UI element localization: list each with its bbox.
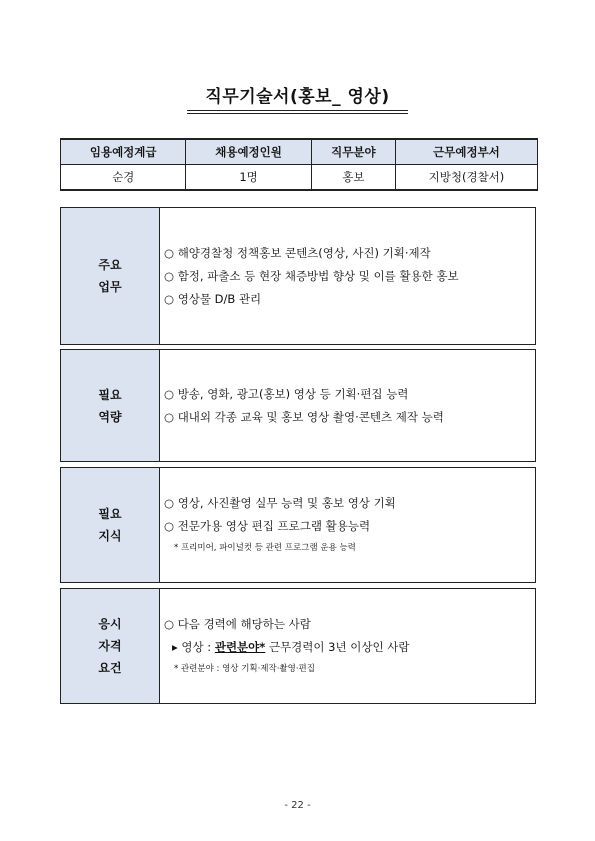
section-competency [60,349,536,462]
summary-header-row [61,139,538,165]
section-knowledge-label: 필요 지식 [61,468,160,582]
value-rank: 순경 [61,165,186,191]
knowledge-note: * 프리미어, 파이널컷 등 관련 프로그램 운용 능력 [174,543,356,553]
header-field: 직무분야 [311,139,395,165]
qualification-note: * 관련분야 : 영상 기획·제작·촬영·편집 [174,664,315,674]
competency-item: ○ 방송, 영화, 광고(홍보) 영상 등 기획·편집 능력 [164,386,409,401]
section-duties [60,207,536,345]
section-knowledge-content [160,468,535,582]
summary-table [60,138,538,191]
section-duties-content [160,208,535,344]
qualification-item: ○ 다음 경력에 해당하는 사람 [164,617,311,631]
qualification-sub-prefix: ▸ 영상 : [172,640,215,654]
competency-item: ○ 대내외 각종 교육 및 홍보 영상 촬영·콘텐츠 제작 능력 [164,409,444,424]
page-number: - 22 - [284,800,311,811]
summary-value-row [61,165,538,191]
section-qualification [60,588,536,704]
value-count: 1명 [186,165,311,191]
section-competency-label: 필요 역량 [61,350,160,461]
header-department: 근무예정부서 [395,139,537,165]
section-qualification-label: 응시 자격 요건 [61,589,160,703]
section-competency-content [160,350,535,461]
value-field: 홍보 [311,165,395,191]
document-title: 직무기술서(홍보_ 영상) [187,82,407,111]
qualification-sub-item [164,636,535,659]
value-department: 지방청(경찰서) [395,165,537,191]
qualification-sub-highlight: 관련분야* [214,640,266,654]
knowledge-item: ○ 영상, 사진촬영 실무 능력 및 홍보 영상 기획 [164,496,396,510]
header-rank: 임용예정계급 [61,139,186,165]
duty-item: ○ 함정, 파출소 등 현장 채증방법 향상 및 이를 활용한 홍보 [164,268,459,283]
section-knowledge [60,467,536,583]
section-duties-label: 주요 업무 [61,208,160,344]
section-qualification-content [160,589,535,703]
header-count: 채용예정인원 [186,139,311,165]
duty-item: ○ 해양경찰청 정책홍보 콘텐츠(영상, 사진) 기획·제작 [164,245,431,260]
qualification-sub-suffix: 근무경력이 3년 이상인 사람 [265,640,410,654]
duty-item: ○ 영상물 D/B 관리 [164,291,262,306]
knowledge-item: ○ 전문가용 영상 편집 프로그램 활용능력 [164,519,371,533]
